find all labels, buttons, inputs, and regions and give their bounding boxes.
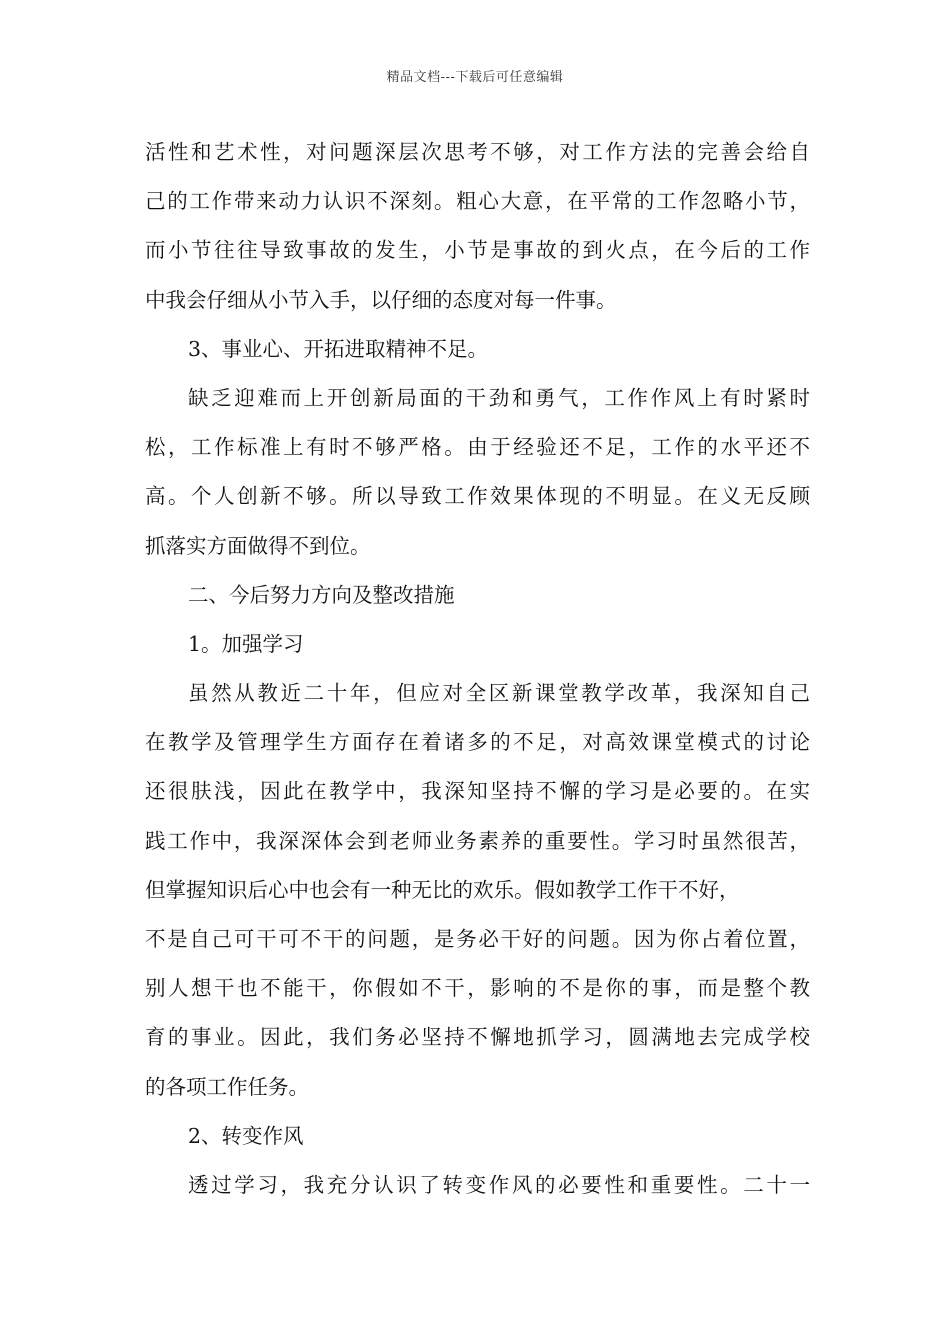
- text-line: 二、今后努力方向及整改措施: [188, 582, 455, 607]
- text-line: 抓落实方面做得不到位。: [145, 533, 371, 558]
- text-line: 2、转变作风: [188, 1123, 304, 1148]
- text-line: 高。个人创新不够。所以导致工作效果体现的不明显。在义无反顾: [145, 484, 810, 509]
- text-line: 活性和艺术性，对问题深层次思考不够，对工作方法的完善会给自: [145, 140, 810, 164]
- text-line: 别人想干也不能干，你假如不干，影响的不是你的事，而是整个教: [145, 976, 810, 1001]
- text-line: 的各项工作任务。: [145, 1074, 309, 1099]
- document-body: [145, 128, 810, 1210]
- text-line: 己的工作带来动力认识不深刻。粗心大意，在平常的工作忽略小节，: [145, 189, 810, 214]
- text-line: 虽然从教近二十年，但应对全区新课堂教学改革，我深知自己: [188, 681, 810, 706]
- text-line: 松，工作标准上有时不够严格。由于经验还不足，工作的水平还不: [145, 435, 810, 460]
- text-line: 还很肤浅，因此在教学中，我深知坚持不懈的学习是必要的。在实: [145, 779, 810, 804]
- text-line: 3、事业心、开拓进取精神不足。: [188, 336, 489, 361]
- text-line: 但掌握知识后心中也会有一种无比的欢乐。假如教学工作干不好，: [145, 877, 740, 902]
- text-line: 透过学习，我充分认识了转变作风的必要性和重要性。二十一: [188, 1172, 810, 1197]
- text-line: 在教学及管理学生方面存在着诸多的不足，对高效课堂模式的讨论: [145, 730, 810, 755]
- text-line: 育的事业。因此，我们务必坚持不懈地抓学习，圆满地去完成学校: [145, 1025, 810, 1050]
- text-line: 1。加强学习: [188, 631, 304, 656]
- text-line: 缺乏迎难而上开创新局面的干劲和勇气，工作作风上有时紧时: [188, 385, 810, 410]
- page-header: 精品文档---下载后可任意编辑: [386, 70, 564, 85]
- text-line: 中我会仔细从小节入手，以仔细的态度对每一件事。: [145, 287, 617, 312]
- text-line: 不是自己可干可不干的问题，是务必干好的问题。因为你占着位置，: [145, 927, 810, 951]
- text-line: 而小节往往导致事故的发生，小节是事故的到火点，在今后的工作: [145, 238, 810, 263]
- text-line: 践工作中，我深深体会到老师业务素养的重要性。学习时虽然很苦，: [145, 828, 810, 853]
